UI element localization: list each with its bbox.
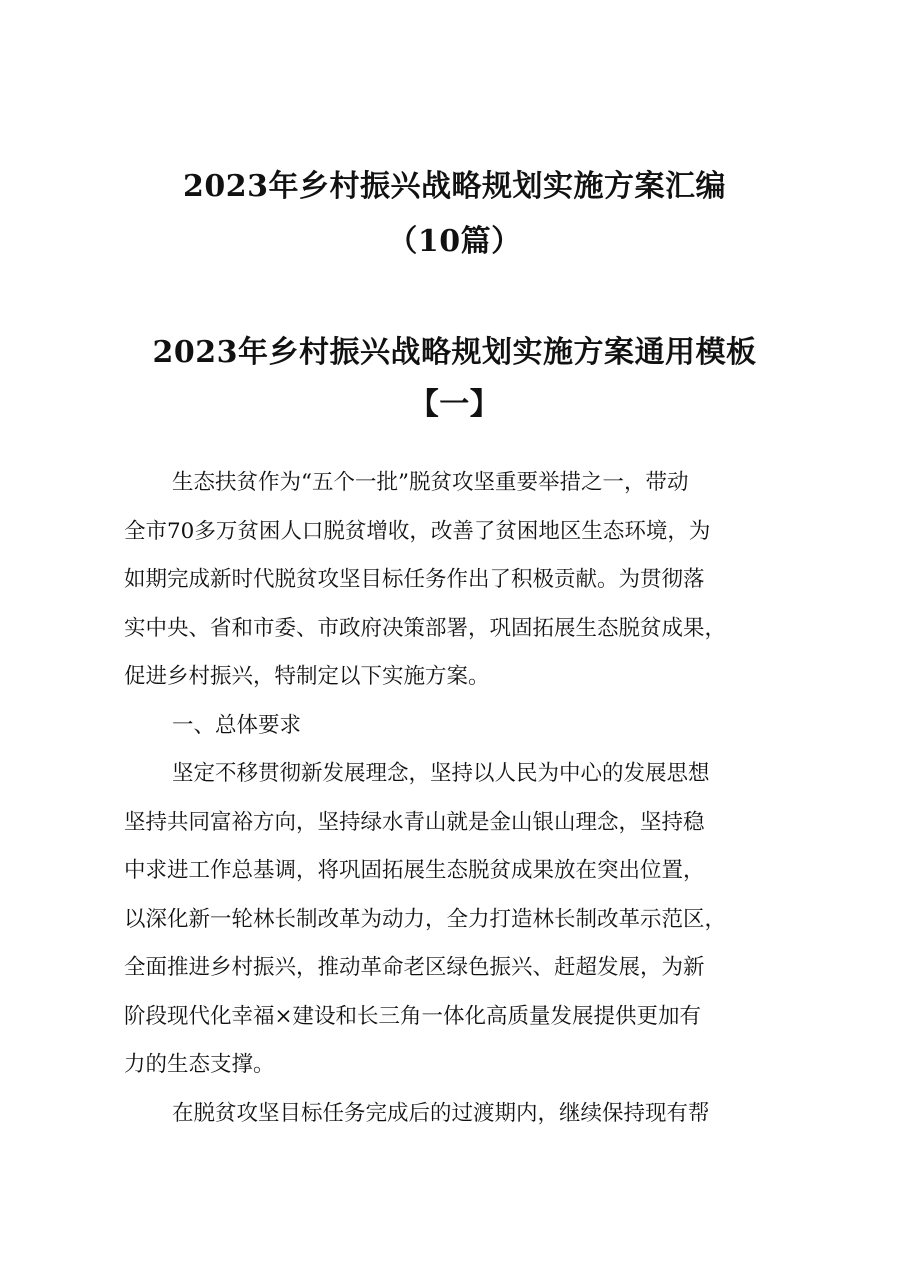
section-title: 2023年乡村振兴战略规划实施方案通用模板 (152, 335, 757, 370)
paragraph-line: 实中央、省和市委、市政府决策部署，巩固拓展生态脱贫成果， (124, 616, 727, 641)
paragraph-line: 促进乡村振兴，特制定以下实施方案。 (124, 664, 490, 689)
paragraph-line: 生态扶贫作为“五个一批”脱贫攻坚重要举措之一，带动 (172, 470, 689, 495)
document-title-count: （10篇） (387, 224, 522, 259)
paragraph-line: 坚持共同富裕方向，坚持绿水青山就是金山银山理念，坚持稳 (124, 810, 705, 835)
section-number: 【一】 (408, 387, 501, 422)
section-heading: 一、总体要求 (172, 713, 302, 738)
paragraph-line: 中求进工作总基调，将巩固拓展生态脱贫成果放在突出位置， (124, 858, 705, 883)
paragraph-line: 全市70多万贫困人口脱贫增收，改善了贫困地区生态环境，为 (124, 519, 711, 544)
paragraph-line: 在脱贫攻坚目标任务完成后的过渡期内，继续保持现有帮 (172, 1101, 710, 1126)
paragraph-line: 如期完成新时代脱贫攻坚目标任务作出了积极贡献。为贯彻落 (124, 567, 705, 592)
paragraph-line: 以深化新一轮林长制改革为动力，全力打造林长制改革示范区， (124, 907, 727, 932)
paragraph-line: 阶段现代化幸福×建设和长三角一体化高质量发展提供更加有 (124, 1004, 702, 1029)
paragraph-line: 力的生态支撑。 (124, 1052, 275, 1077)
paragraph-line: 坚定不移贯彻新发展理念，坚持以人民为中心的发展思想 (172, 761, 710, 786)
paragraph-line: 全面推进乡村振兴，推动革命老区绿色振兴、赶超发展，为新 (124, 955, 705, 980)
document-title: 2023年乡村振兴战略规划实施方案汇编 (183, 169, 726, 204)
